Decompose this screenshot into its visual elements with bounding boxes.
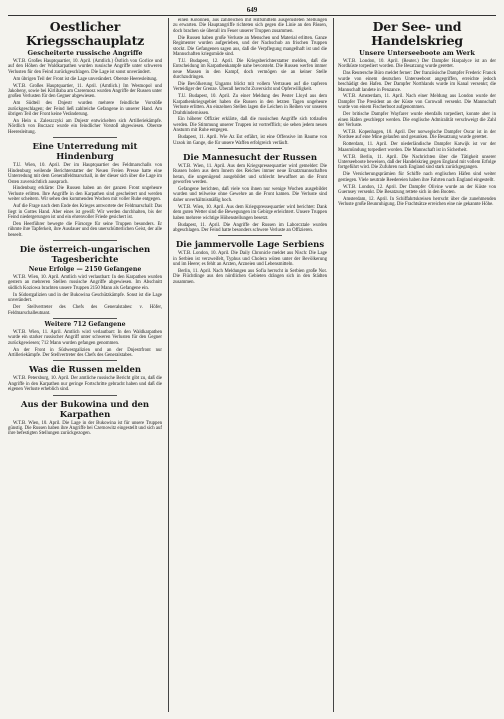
article-paragraph: Auf die Frage nach dem Ende des Krieges antwortete der Feldmarschall: Das liegt in Gottes Hand. Aber eines ist gewiß: Wir werden durchhalten, bis der Feind niedergerungen ist und ein ehrenvoller Friede gesichert ist. xyxy=(8,204,162,220)
article-heading: Was die Russen melden xyxy=(28,365,142,376)
separator-rule xyxy=(53,240,117,241)
section-title: Oestlicher Kriegsschauplatz xyxy=(25,19,145,48)
column-divider xyxy=(168,18,169,712)
article-paragraph: W.T.B. Großes Hauptquartier, 11. April. (Amtlich.) Im Westnopol und Jakobeny, sowie bei Kirlibaba am Czeremosz wurden Angriffe der Russen unter großen Verlusten für den Gegner abgewiesen. xyxy=(8,83,162,100)
section-subtitle: Unsere Unterseeboote am Werk xyxy=(359,49,475,57)
article-paragraph: einen Kolonnen, aus zahlreichen mit Hilfsmitteln ausgerüsteten Stellungen zu erwarten. Die Hauptangriffe richteten sich gegen die Linie an den Pässen, doch brachen sie überall im Feuer unserer Truppen zusammen. xyxy=(173,18,327,34)
column-left xyxy=(8,18,162,712)
article-paragraph: Hindenburg erklärte: Die Russen haben an der ganzen Front ungeheure Verluste erlitten. Ihre Angriffe in den Karpathen sind gescheitert und werden weiter scheitern. Wir sehen den kommenden Wochen mit voller Ruhe entgegen. xyxy=(8,186,162,203)
page-number: 649 xyxy=(246,6,258,14)
article-paragraph: W.T.B. Wien, 11. April. Aus dem Kriegspressequartier wird gemeldet: Die Russen holen aus dem Innern des Reiches immer neue Ersatzmannschaften heran, die ungenügend ausgebildet und schlecht bewaffnet an die Front geworfen werden. xyxy=(173,163,327,186)
section-title: Der See- und Handelskrieg xyxy=(371,19,463,48)
article-paragraph: T.U. Budapest, 12. April. Die Kriegsberichterstatter melden, daß die Entscheidung im Karpathenkampfe nahe bevorsteht. Die Russen werfen immer neue Massen in den Kampf, doch vermögen sie an keiner Stelle durchzudringen. xyxy=(173,58,327,81)
article-paragraph: An der Front in Südwestgalizien und an der Dnjestrfront nur Artilleriekämpfe. Der Stellvertreter des Chefs des Generalstabes. xyxy=(8,347,162,359)
article-paragraph: Budapest, 11. April. Wie Az Est erfährt, ist eine Offensive im Raume von Uzsok im Gange, die für unsere Waffen erfolgreich verläuft. xyxy=(173,135,327,146)
article-paragraph: W.T.B. London, 10. April. Die Daily Chronicle meldet aus Nisch: Die Lage in Serbien ist verzweifelt. Typhus und Cholera wüten unter der Bevölkerung und im Heere; es fehlt an Ärzten, Arzneien und Lebensmitteln. xyxy=(173,251,327,268)
column-divider xyxy=(333,18,334,712)
article-paragraph: In Südostgalizien und in der Bukowina Geschützkämpfe. Sonst ist die Lage unverändert. xyxy=(8,292,162,304)
article-paragraph: Die Versicherungsprämien für Schiffe nach englischen Häfen sind weiter gestiegen. Viele neutrale Reedereien haben ihre Fahrten nach England eingestellt. xyxy=(338,172,496,183)
article-paragraph: W.T.B. Wien, 11. April. Amtlich wird verlautbart: In den Waldkarpathen wurde ein starker russischer Angriff unter schweren Verlusten für den Gegner zurückgewiesen; 712 Mann wurden gefangen genommen. xyxy=(8,329,162,346)
article-paragraph: Die Bevölkerung Ungarns blickt mit vollem Vertrauen auf die tapferen Verteidiger der Grenze. Überall herrscht Zuversicht und Opferwilligkeit. xyxy=(173,81,327,93)
column-right xyxy=(338,18,496,712)
article-subheading: Weitere 712 Gefangene xyxy=(44,320,126,328)
article-heading: Die österreich-ungarischen Tagesberichte xyxy=(19,245,151,266)
article-paragraph: Budapest, 11. April. Die Angriffe der Russen im Laborcztale wurden abgeschlagen. Der Feind hatte besonders schwere Verluste an Offizieren. xyxy=(173,222,327,233)
article-paragraph: W.T.B. Wien, 10. April. Amtlich wird verlautbart: In den Karpathen wurden gestern an mehreren Stellen russische Angriffe abgewiesen. Im Abschnitt südlich Koziowa brachten unsere Truppen 2150 Mann als Gefangene ein. xyxy=(8,275,162,291)
separator-rule xyxy=(53,137,117,138)
article-subheading: Neue Erfolge — 2150 Gefangene xyxy=(28,266,142,274)
article-paragraph: Amsterdam, 12. April. In Schiffahrtskreisen herrscht über die zunehmenden Verluste große Beunruhigung. Die Frachtsätze erreichen eine nie gekannte Höhe. xyxy=(338,196,496,208)
article-paragraph: Am übrigen Teil der Front ist die Lage unverändert. Oberste Heeresleitung. xyxy=(13,76,158,82)
separator-rule xyxy=(53,395,117,396)
article-paragraph: Das Reutersche Büro meldet ferner: Der französische Dampfer Frederic Franck wurde von einem deutschen Unterseeboot angegriffen, erreichte jedoch beschädigt den Hafen. Der Dampfer Northlands wurde im Kanal versenkt; die Mannschaft landete in Penzance. xyxy=(338,71,496,93)
article-heading: Aus der Bukowina und den Karpathen xyxy=(20,399,150,420)
separator-rule xyxy=(53,318,117,319)
article-paragraph: Am Südteil des Dnjestr wurden mehrere feindliche Vorstöße zurückgeschlagen; der Feind ließ zahlreiche Gefangene in unserer Hand. Am übrigen Teil der Front keine Veränderung. xyxy=(8,101,162,118)
article-paragraph: W.T.B. London, 10. April. (Reuter.) Der Dampfer Harpalyce ist an der Nordküste torpediert worden. Die Besatzung wurde gerettet. xyxy=(338,59,496,70)
article-paragraph: Berlin, 11. April. Nach Meldungen aus Sofia herrscht in Serbien große Not. Die Flüchtlinge aus den nördlichen Gebieten drängen sich in den Städten zusammen. xyxy=(173,269,327,285)
separator-rule xyxy=(53,360,117,361)
article-paragraph: W.T.B. Wien, 10. April. Die Lage in der Bukowina ist für unsere Truppen günstig. Die Russen haben ihre Angriffe bei Czernowitz eingestellt und sich auf ihre befestigten Stellungen zurückgezogen. xyxy=(8,420,162,437)
article-paragraph: W.T.B. Berlin, 11. April. Die Nachrichten über die Tätigkeit unserer Unterseeboote beweisen, daß der Handelskrieg gegen England mit vollem Erfolge fortgeführt wird. Die Zufuhren nach England sind stark zurückgegangen. xyxy=(338,154,496,171)
newspaper-page xyxy=(8,6,496,714)
separator-rule xyxy=(218,235,282,236)
article-paragraph: Der britische Dampfer Wayfarer wurde ebenfalls torpediert, konnte aber in einen Hafen geschleppt werden. Die englische Admiralität verschweigt die Zahl der Verluste. xyxy=(338,112,496,128)
article-heading: Die jammervolle Lage Serbiens xyxy=(175,240,325,251)
article-paragraph: T.U. Wien, 10. April. Der im Hauptquartier des Feldmarschalls von Hindenburg weilende Berichterstatter der Neuen Freien Presse hatte eine Unterredung mit dem Generalfeldmarschall, in der dieser sich über die Lage im Osten zuversichtlich aussprach. xyxy=(8,163,162,185)
article-paragraph: T.U. Budapest, 10. April. Zu einer Meldung des Pester Lloyd aus dem Karpathenkriegsgebiet haben die Russen in den letzten Tagen ungeheure Verluste erlitten. An einzelnen Stellen lagen die Leichen in Reihen vor unseren Drahthindernissen. xyxy=(173,94,327,116)
section-subtitle: Gescheiterte russische Angriffe xyxy=(27,49,143,57)
article-paragraph: W.T.B. Petersburg, 10. April. Der amtliche russische Bericht gibt zu, daß die Angriffe in den Karpathen nur geringe Fortschritte gebracht haben und daß die eigenen Verluste erheblich sind. xyxy=(8,376,162,393)
article-paragraph: W.T.B. Großes Hauptquartier, 10. April. (Amtlich.) Östlich von Gorlice und auf den Höhen der Waldkarpathen wurden russische Angriffe unter schweren Verlusten für den Feind zurückgeschlagen. Die Lage ist sonst unverändert. xyxy=(8,59,162,75)
header-rule xyxy=(8,15,496,16)
article-heading: Die Mannesucht der Russen xyxy=(182,152,318,163)
article-paragraph: An Hein u. Zaleszczyki am Dnjestr entwickelten sich Artilleriekämpfe. Nördlich von Buczacz wurde ein feindlicher Vorstoß abgewiesen. Oberste Heeresleitung. xyxy=(8,119,162,135)
separator-rule xyxy=(218,148,282,149)
article-paragraph: Rotterdam, 11. April. Der niederländische Dampfer Katwijk ist vor der Maasmündung torpediert worden. Die Mannschaft ist in Sicherheit. xyxy=(338,142,496,153)
article-paragraph: Ein höherer Offizier erklärte, daß die russischen Angriffe sich totlaufen werden. Die Stimmung unserer Truppen ist vortrefflich; sie sehen jedem neuen Ansturm mit Ruhe entgegen. xyxy=(173,117,327,134)
article-heading: Eine Unterredung mit Hindenburg xyxy=(32,142,138,163)
article-paragraph: Gefangene berichten, daß viele von ihnen nur wenige Wochen ausgebildet wurden und teilweise ohne Gewehre an die Front kamen. Die Verluste sind daher unverhältnismäßig hoch. xyxy=(173,187,327,203)
column-middle xyxy=(173,18,327,712)
article-paragraph: Den Heerführer bewegte die Fürsorge für seine Truppen besonders. Er rühmte ihre Tapferkeit, ihre Ausdauer und den unerschütterlichen Geist, der alle beseelt. xyxy=(8,221,162,238)
article-paragraph: Die Russen haben große Verluste an Menschen und Material erlitten. Ganze Regimenter wurden aufgerieben, und der Nachschub an frischen Truppen stockt. Die Gefangenen sagen aus, daß die Verpflegung mangelhaft ist und die Mannschaften kriegsmüde sind. xyxy=(173,35,327,57)
article-paragraph: W.T.B. Wien, 10. April. Aus dem Kriegspressequartier wird berichtet: Dank dem guten Wetter sind die Bewegungen im Gebirge erleichtert. Unsere Truppen haben mehrere wichtige Höhenstellungen besetzt. xyxy=(173,204,327,221)
article-paragraph: W.T.B. Kopenhagen, 10. April. Der norwegische Dampfer Oscar ist in der Nordsee auf eine Mine gelaufen und gesunken. Die Besatzung wurde gerettet. xyxy=(338,129,496,141)
article-paragraph: Der Stellvertreter des Chefs des Generalstabes: v. Höfer, Feldmarschalleutnant. xyxy=(8,305,162,316)
article-paragraph: W.T.B. London, 12. April. Der Dampfer Olivine wurde an der Küste von Guernsey versenkt. Die Besatzung rettete sich in den Booten. xyxy=(338,184,496,195)
article-paragraph: W.T.B. Amsterdam, 11. April. Nach einer Meldung aus London wurde der Dampfer The President an der Küste von Cornwall versenkt. Die Mannschaft wurde von einem Fischerboot aufgenommen. xyxy=(338,94,496,111)
